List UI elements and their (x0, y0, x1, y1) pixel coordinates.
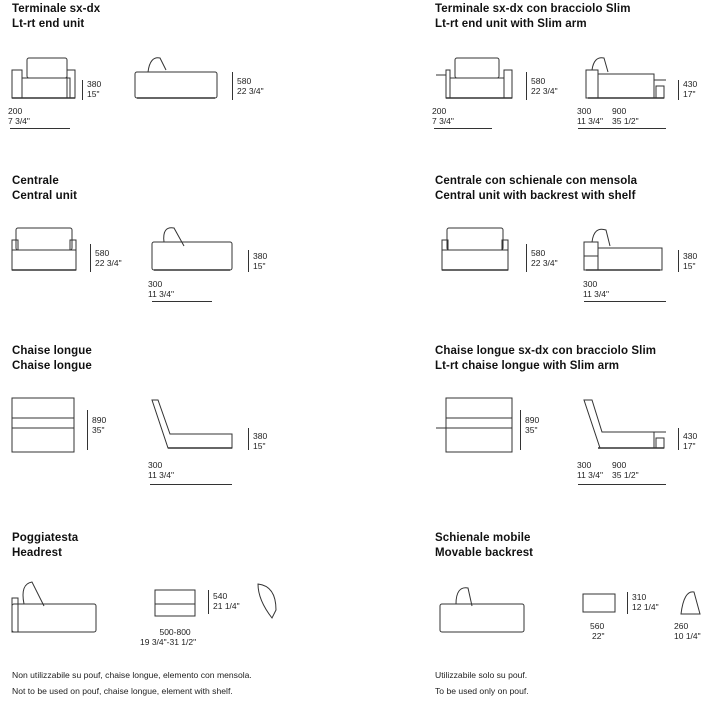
dimension-label: 890 35" (92, 415, 107, 435)
dimension-bar (520, 410, 521, 450)
dimension-label: 430 17" (683, 79, 698, 99)
dimension-label: 380 15" (253, 251, 268, 271)
dimension-label: 300 11 3/4" (583, 279, 610, 299)
dimension-label: 540 21 1/4" (213, 591, 240, 611)
dimension-bar (526, 72, 527, 100)
section-title (12, 2, 100, 32)
backrest-sofa-drawing (440, 588, 524, 632)
dimension-bar (434, 128, 492, 129)
section-title: Chaise longue sx-dx con bracciolo Slim Lt-rt chaise longue with Slim arm (435, 345, 657, 372)
headrest-front-drawing (155, 590, 195, 616)
end-unit-slim-side-drawing (586, 58, 666, 98)
end-unit-slim-front-drawing (436, 58, 512, 98)
dimension-label: 380 15" (253, 431, 268, 451)
section-title: Poggiatesta Headrest (12, 532, 79, 559)
dimension-bar (232, 72, 233, 100)
dimension-label: 560 22" (590, 621, 605, 641)
dimension-label: 380 15" (683, 251, 698, 271)
dimension-label: 300 11 3/4" (148, 279, 175, 299)
section-title: Schienale mobile Movable backrest (435, 532, 534, 559)
dimension-bar (152, 301, 212, 302)
chaise-side-drawing (152, 400, 232, 448)
dimension-label: 200 7 3/4" (432, 106, 454, 126)
dimension-bar (248, 428, 249, 450)
dimension-label: 430 17" (683, 431, 698, 451)
headrest-sofa-drawing (12, 582, 96, 632)
dimension-bar (82, 80, 83, 100)
title-it: Terminale sx-dx (12, 3, 101, 15)
dimension-label: 580 22 3/4" (531, 76, 558, 96)
dimension-label: 310 12 1/4" (632, 592, 659, 612)
dimension-label: 900 35 1/2" (612, 460, 639, 480)
dimension-label: 580 22 3/4" (95, 248, 122, 268)
dimension-bar (578, 128, 666, 129)
section-title: Centrale con schienale con mensola Central unit with backrest with shelf (435, 175, 638, 202)
dimension-label: 500-800 19 3/4"-31 1/2" (140, 627, 197, 647)
central-shelf-side-drawing (584, 229, 662, 270)
dimension-label: 300 11 3/4" (148, 460, 175, 480)
dimension-label: 380 15" (87, 79, 102, 99)
dimension-bar (627, 592, 628, 614)
title-en: Lt-rt end unit (12, 18, 85, 30)
central-front-drawing (12, 228, 76, 270)
dimension-bar (584, 301, 666, 302)
central-side-drawing (152, 228, 232, 270)
dimension-bar (90, 244, 91, 272)
backrest-front-drawing (583, 594, 615, 612)
headrest-profile-drawing (258, 584, 276, 618)
dimension-bar (678, 80, 679, 100)
dimension-bar (248, 250, 249, 272)
dimension-bar (678, 250, 679, 272)
section-title: Terminale sx-dx con bracciolo Slim Lt-rt end unit with Slim arm (435, 3, 631, 30)
chaise-slim-top-drawing (436, 398, 512, 452)
dimension-label: 890 35" (525, 415, 540, 435)
dimension-bar (678, 428, 679, 450)
dimension-bar (10, 128, 70, 129)
dimension-bar (578, 484, 666, 485)
section-title: Chaise longue Chaise longue (12, 345, 92, 372)
central-shelf-front-drawing (442, 228, 508, 270)
dimension-label: 900 35 1/2" (612, 106, 639, 126)
usage-note: Non utilizzabile su pouf, chaise longue, elemento con mensola. Not to be used on pouf, chaise longue, element with shelf. (12, 670, 252, 696)
dimension-label: 200 7 3/4" (8, 106, 30, 126)
section-title: Centrale Central unit (12, 175, 78, 202)
usage-note: Utilizzabile solo su pouf. To be used only on pouf. (435, 670, 529, 696)
end-unit-front-drawing (12, 58, 75, 98)
backrest-profile-drawing (681, 592, 700, 614)
dimension-bar (526, 244, 527, 272)
dimension-label: 580 22 3/4" (531, 248, 558, 268)
chaise-slim-side-drawing (584, 400, 666, 448)
dimension-label: 300 11 3/4" (577, 460, 604, 480)
chaise-top-drawing (12, 398, 74, 452)
end-unit-side-drawing (135, 58, 217, 98)
dimension-label: 300 11 3/4" (577, 106, 604, 126)
dimension-bar (87, 410, 88, 450)
dimension-label: 260 10 1/4" (674, 621, 701, 641)
dimension-label: 580 22 3/4" (237, 76, 264, 96)
dimension-bar (150, 484, 232, 485)
dimension-bar (208, 590, 209, 614)
